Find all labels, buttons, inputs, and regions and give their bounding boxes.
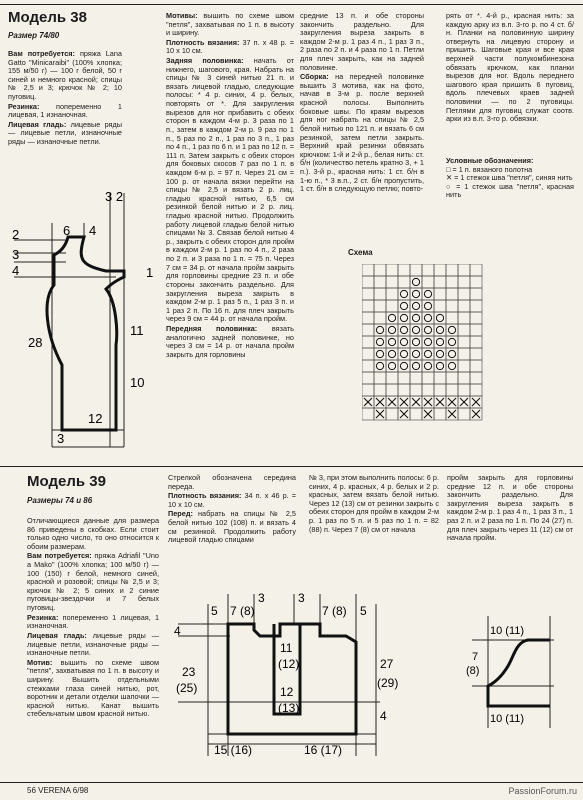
circle-stitch (400, 362, 407, 369)
grid-cell (470, 276, 482, 288)
grid-cell (374, 312, 386, 324)
grid-cell (470, 384, 482, 396)
paragraph-text: на передней половинке вышить 3 мотива, как на фото, начав в 3-м р. после верхней красной полосы. Выполнить боковые швы. По краям вырезов для ног набрать на спицы № 2,5 белой нитью по 121 п. и вязать 6 см резинкой, затем петли закрыть. Верхний край резинки обвязать крючком: 1-й и 2-й р., белая нить: ст. б/н (количество петель кратно 3, + 1 п.). 3-й р., красная нить: 1 ст. б/н в 1-ю п., * 3 в.п., 2 ст. б/н пропустить, 1 ст. б/н в следующую петлю; повто- (300, 72, 424, 194)
grid-cell (422, 300, 434, 312)
paragraph (447, 474, 573, 543)
grid-cell (446, 300, 458, 312)
circle-stitch (424, 314, 431, 321)
paragraph (8, 50, 122, 102)
dim39-12b: 12 (280, 685, 294, 699)
paragraph-label: Лицевая гладь: (27, 630, 87, 640)
grid-cell (422, 288, 434, 300)
grid-cell (470, 312, 482, 324)
grid-cell (434, 288, 446, 300)
circle-stitch (424, 302, 431, 309)
grid-cell (374, 384, 386, 396)
paragraph-text: № 3, при этом выполнить полосы: 6 р. синих, 4 р. красных, 4 р. белых и 2 р. красных, затем вязать белой нитью. Через 12 (13) см от резинки закрыть с обеих сторон для пройм в каждом 2-м р. 1 раз по 5 п. и 5 раз по 1 п. = 82 (88) п. Через 7 (8) см от начала (309, 473, 439, 534)
paragraph-text: Стрелкой обозначена середина переда. (168, 473, 296, 491)
paragraph-text: средние 13 п. и обе стороны закончить раздельно. Для закругления выреза закрыть в каждом 2-м р. 1 раз 4 п., 1 раз 3 п., 2 раза по 2 п. и 4 раза по 1 п. Петли для плеч закрыть, как на задней половинке. (300, 11, 424, 72)
grid-cell (422, 384, 434, 396)
grid-cell (398, 372, 410, 384)
model-39-column-1 (27, 517, 159, 720)
model-39-title: Модель 39 (27, 473, 106, 490)
grid-cell (470, 324, 482, 336)
sleeve-10-11-top: 10 (11) (490, 625, 525, 637)
paragraph-label: Сборка: (300, 72, 329, 82)
model-39-column-4 (447, 474, 573, 544)
circle-stitch (436, 362, 443, 369)
paragraph-text: 34 п. х 46 р. = 10 х 10 см. (168, 491, 296, 509)
grid-cell (374, 336, 386, 348)
paragraph (27, 632, 159, 658)
paragraph (300, 12, 424, 72)
paragraph-text: набрать на спицы № 2,5 белой нитью 102 (108) п. и вязать 4 см резинкой. Продолжить работу лицевой гладью спицами (168, 509, 296, 545)
grid-cell (362, 348, 374, 360)
circle-stitch (388, 326, 395, 333)
grid-cell (434, 408, 446, 420)
paragraph-label: Вам потребуется: (8, 49, 75, 58)
grid-cell (458, 384, 470, 396)
circle-stitch (412, 338, 419, 345)
paragraph-text: вязать аналогично задней половинке, но через 3 см = 14 р. от начала пройм закрыть для горловины (166, 323, 294, 359)
circle-stitch (400, 326, 407, 333)
grid-cell (458, 264, 470, 276)
paragraph-text: вышить по схеме швом "петля", захватывая по 1 п. в высоту и ширину. (166, 11, 294, 38)
grid-cell (470, 336, 482, 348)
paragraph (168, 510, 296, 544)
circle-stitch (424, 290, 431, 297)
paragraph-label: Резинка: (8, 101, 40, 111)
circle-stitch (388, 362, 395, 369)
grid-cell (362, 312, 374, 324)
grid-cell (434, 276, 446, 288)
paragraph (8, 121, 122, 147)
grid-cell (386, 384, 398, 396)
legend-item-circle: ○ = 1 стежок шва "петля", красная нить (446, 181, 574, 200)
paragraph-text: попеременно 1 лицевая, 1 изнаночная. (8, 101, 122, 120)
circle-stitch (436, 314, 443, 321)
paragraph (309, 474, 439, 534)
dim-2: 2 (12, 227, 20, 242)
circle-stitch (436, 326, 443, 333)
model-38-column-4 (446, 12, 574, 125)
grid-cell (434, 300, 446, 312)
grid-cell (398, 276, 410, 288)
dim-3-2: 3 2 (105, 189, 124, 204)
paragraph-text: вышить по схеме швом "петля", захватывая по 1 п. в высоту и ширину. Вышить отдельными стежками глаза синей нитью, рот, воротник и детали отделки шапочки — красной нитью. Канат вышить стебельчатым швом красной нитью. (27, 657, 159, 719)
model-38-column-3 (300, 12, 424, 195)
paragraph (168, 474, 296, 491)
paragraph (27, 552, 159, 612)
grid-cell (374, 300, 386, 312)
dim39-23: 23 (182, 665, 196, 679)
grid-cell (410, 312, 422, 324)
grid-cell (422, 276, 434, 288)
dim-1: 1 (146, 265, 154, 280)
paragraph-label: Резинка: (27, 612, 59, 622)
grid-cell (458, 360, 470, 372)
grid-cell (374, 372, 386, 384)
circle-stitch (400, 290, 407, 297)
grid-cell (362, 336, 374, 348)
grid-cell (470, 360, 482, 372)
grid-cell (362, 324, 374, 336)
circle-stitch (448, 338, 455, 345)
dim-4-left: 4 (12, 263, 20, 278)
grid-cell (386, 408, 398, 420)
circle-stitch (376, 338, 383, 345)
grid-cell (458, 324, 470, 336)
grid-cell (374, 360, 386, 372)
grid-cell (410, 264, 422, 276)
circle-stitch (436, 338, 443, 345)
paragraph (166, 325, 294, 359)
grid-cell (434, 312, 446, 324)
grid-cell (470, 348, 482, 360)
grid-cell (410, 384, 422, 396)
paragraph (166, 39, 294, 56)
grid-cell (362, 360, 374, 372)
grid-cell (422, 360, 434, 372)
circle-stitch (376, 350, 383, 357)
embroidery-schema-grid (362, 264, 486, 424)
paragraph (27, 659, 159, 719)
paragraph-text: начать от нижнего, шагового, края. Набрать на спицы № 3 синей нитью 21 п. и вязать лицевой гладью, следующие полосы: * 4 р. синих, 4 р. белых, повторять от *. Для закругления вырезов для ног прибавить с обеих сторон в каждом 4-м р. 3 раза по 1 п., затем в каждом 2-м р. 9 раз по 1 п., 5 раз по 2 п., 1 раз по 3 п., 1 раз по 4 п., 1 раз по 6 п. и 1 раз по 12 п. = 111 п. Затем закрыть с обеих сторон для боковых скосов 7 раз по 1 п. в каждом 6-м р. = 97 п. Через 21 см = 100 р. от начала вязки перейти на спицы № 2,5 и вязать 2 р. лиц. гладью красной нитью, 6,5 см резинкой белой нитью и 2 р. лиц. гладью красной нитью. Продолжить работу лицевой гладью белой нитью спицами № 3. Связав белой нитью 4 р., закрыть с обеих сторон для пройм в каждом 2-м р. 1 раз по 4 п., 2 раза по 2 п. и 3 раза по 1 п. = 75 п. Через 7 см = 34 р. от начала пройм закрыть для горловины средние 23 п. и обе стороны закончить раздельно. Для закругления выреза закрыть в каждом 2-м р. 1 раз 5 п., 1 раз 3 п. и 1 раз 2 п. По 16 п. для плеч закрыть через 9 см = 44 р. от начала пройм. (166, 56, 294, 324)
paragraph-text: рять от *. 4-й р., красная нить: за каждую арку из в.п. 3-го р. по 4 ст. б/н. Планки на половинную ширину отвернуть на лицевую сторону и пришить. Шаговые края и все края верхней части полукомбинезона обвязать крючком, как планки вырезов для ног. Вдоль переднего шагового края пришить 6 пуговиц, вдоль плечевых краев задней половинки — по 2 пуговицы. Петлями для пуговиц служат соотв. арки из в.п. 3-го р. обвязки. (446, 11, 574, 124)
circle-stitch (376, 326, 383, 333)
circle-stitch (412, 302, 419, 309)
grid-cell (410, 300, 422, 312)
dim39-12: (12) (278, 657, 300, 671)
grid-cell (422, 348, 434, 360)
legend-item-square: □ = 1 п. вязаного полотна (446, 164, 533, 174)
circle-stitch (400, 314, 407, 321)
grid-cell (434, 384, 446, 396)
grid-cell (398, 360, 410, 372)
dim39-7-8: 7 (8) (230, 604, 255, 618)
circle-stitch (424, 326, 431, 333)
grid-cell (398, 264, 410, 276)
circle-stitch (400, 338, 407, 345)
circle-stitch (388, 350, 395, 357)
grid-cell (434, 372, 446, 384)
grid-cell (386, 348, 398, 360)
circle-stitch (448, 326, 455, 333)
circle-stitch (412, 278, 419, 285)
grid-cell (386, 276, 398, 288)
paragraph-label: Плотность вязания: (168, 491, 242, 501)
grid-cell (410, 324, 422, 336)
grid-cell (374, 288, 386, 300)
grid-cell (446, 372, 458, 384)
grid-cell (386, 300, 398, 312)
grid-cell (362, 264, 374, 276)
grid-cell (386, 288, 398, 300)
paragraph-label: Лицевая гладь: (8, 119, 67, 129)
model-38-column-1 (8, 50, 122, 148)
dim39-5: 5 (211, 604, 218, 618)
circle-stitch (412, 314, 419, 321)
dim39-27: 27 (380, 657, 394, 671)
grid-cell (434, 348, 446, 360)
circle-stitch (400, 350, 407, 357)
grid-cell (470, 288, 482, 300)
divider-rule (0, 466, 583, 467)
top-rule (0, 4, 583, 5)
circle-stitch (424, 338, 431, 345)
dim39-25: (25) (176, 681, 198, 695)
model-38-title: Модель 38 (8, 9, 87, 26)
grid-cell (410, 372, 422, 384)
sleeve-7: 7 (472, 651, 479, 663)
dim-3-bottom: 3 (57, 431, 65, 446)
legend-title: Условные обозначения: (446, 156, 534, 165)
paragraph-text: 37 п. х 48 р. = 10 х 10 см. (166, 37, 294, 56)
paragraph-label: Плотность вязания: (166, 37, 240, 47)
paragraph (300, 73, 424, 194)
circle-stitch (436, 350, 443, 357)
grid-cell (470, 264, 482, 276)
grid-cell (374, 276, 386, 288)
grid-cell (446, 324, 458, 336)
page-footer-watermark: PassionForum.ru (508, 786, 577, 796)
circle-stitch (424, 362, 431, 369)
grid-cell (362, 276, 374, 288)
grid-cell (446, 276, 458, 288)
dim39-5b: 5 (360, 604, 367, 618)
grid-cell (362, 300, 374, 312)
paragraph-text: попеременно 1 лицевая, 1 изнаночная. (27, 612, 159, 631)
grid-cell (410, 408, 422, 420)
paragraph-label: Мотив: (27, 657, 53, 667)
grid-cell (434, 360, 446, 372)
dim39-29: (29) (377, 676, 399, 690)
grid-cell (386, 336, 398, 348)
circle-stitch (412, 290, 419, 297)
grid-cell (422, 312, 434, 324)
grid-cell (362, 384, 374, 396)
paragraph-text: пряжа Lana Gatto "Minicaraibi" (100% хлопка; 155 м/50 г) — 100 г белой, 50 г синей и немного красной; спицы № 2,5 и 3; крючок № 2; 10 пуговиц. (8, 49, 122, 102)
circle-stitch (412, 326, 419, 333)
grid-cell (446, 360, 458, 372)
paragraph (27, 517, 159, 551)
sleeve-10-11-bottom: 10 (11) (490, 713, 525, 725)
grid-cell (386, 324, 398, 336)
grid-cell (422, 264, 434, 276)
grid-cell (446, 384, 458, 396)
grid-cell (362, 408, 374, 420)
model-38-column-2 (166, 12, 294, 360)
grid-cell (398, 348, 410, 360)
grid-cell (434, 264, 446, 276)
page-footer-left: 56 VERENA 6/98 (27, 786, 89, 795)
paragraph-label: Мотивы: (166, 11, 198, 20)
grid-cell (422, 372, 434, 384)
dim39-13: (13) (278, 701, 300, 715)
dim39-16-17: 16 (17) (304, 743, 343, 757)
model-38-size: Размер 74/80 (8, 31, 60, 40)
grid-cell (470, 300, 482, 312)
grid-cell (422, 336, 434, 348)
dim-3-left: 3 (12, 247, 20, 262)
paragraph (166, 57, 294, 324)
model-39-pattern-diagram (170, 584, 420, 766)
dim-4-top: 4 (89, 223, 97, 238)
grid-cell (458, 372, 470, 384)
dim-11: 11 (130, 323, 144, 338)
circle-stitch (376, 362, 383, 369)
dim-12: 12 (88, 411, 103, 426)
paragraph (27, 614, 159, 631)
paragraph-text: пряжа Adriafil "Uno a Mako" (100% хлопка; 100 м/50 г) — 100 (150) г белой, немного синей, красной и розовой; спицы № 2,5 и 3; крючок № 2; 5 синих и 2 синие пуговицы-звездочки и 7 белых пуговиц. (27, 551, 159, 613)
paragraph-text: лицевые ряды — лицевые петли, изнаночные ряды — изнаночные петли. (27, 630, 160, 658)
grid-cell (398, 300, 410, 312)
dim-6: 6 (63, 223, 71, 238)
dim39-7-8b: 7 (8) (322, 604, 347, 618)
circle-stitch (412, 350, 419, 357)
grid-cell (374, 348, 386, 360)
paragraph-text: пройм закрыть для горловины средние 12 п. и обе стороны закончить раздельно. Для закругления выреза закрыть в каждом 2-м р. 1 раз 4 п., 1 раз 3 п., 1 раз 2 п. и 2 раза по 1 п. По 24 (27) п. для плеч закрыть через 11 (12) см от начала пройм. (447, 473, 573, 543)
dim-28: 28 (28, 335, 43, 350)
legend (446, 157, 574, 200)
circle-stitch (400, 302, 407, 309)
bottom-rule (0, 782, 583, 783)
grid-cell (410, 348, 422, 360)
grid-cell (386, 264, 398, 276)
grid-cell (410, 360, 422, 372)
grid-cell (446, 348, 458, 360)
dim39-3b: 3 (298, 591, 305, 605)
grid-cell (362, 372, 374, 384)
model-38-pattern-diagram (6, 185, 160, 455)
grid-cell (398, 324, 410, 336)
grid-cell (410, 336, 422, 348)
grid-cell (434, 336, 446, 348)
paragraph-label: Вам потребуется: (27, 551, 92, 561)
grid-cell (446, 288, 458, 300)
model-39-column-3 (309, 474, 439, 535)
grid-cell (458, 300, 470, 312)
paragraph (8, 103, 122, 120)
dim-10: 10 (130, 375, 145, 390)
grid-cell (458, 276, 470, 288)
grid-cell (398, 312, 410, 324)
circle-stitch (424, 350, 431, 357)
grid-cell (374, 324, 386, 336)
paragraph (168, 492, 296, 509)
circle-stitch (448, 350, 455, 357)
grid-cell (458, 348, 470, 360)
paragraph-text: лицевые ряды — лицевые петли, изнаночные ряды — изнаночные петли. (8, 119, 123, 147)
grid-cell (458, 408, 470, 420)
paragraph (446, 12, 574, 124)
grid-cell (398, 384, 410, 396)
dim39-4: 4 (174, 624, 181, 638)
grid-cell (386, 360, 398, 372)
paragraph-label: Задняя половинка: (166, 56, 244, 66)
grid-cell (398, 288, 410, 300)
grid-cell (362, 288, 374, 300)
grid-cell (410, 276, 422, 288)
grid-cell (422, 324, 434, 336)
dim39-11: 11 (280, 641, 293, 655)
paragraph-text: Отличающиеся данные для размера 86 приведены в скобках. Если стоит только одно число, то оно относится к обоим размерам. (27, 516, 159, 551)
paragraph (166, 12, 294, 38)
dim39-4-right: 4 (380, 709, 387, 723)
circle-stitch (388, 338, 395, 345)
model-39-size: Размеры 74 и 86 (27, 496, 93, 505)
grid-cell (458, 312, 470, 324)
grid-cell (470, 372, 482, 384)
grid-cell (446, 312, 458, 324)
grid-cell (386, 312, 398, 324)
grid-cell (458, 288, 470, 300)
grid-cell (386, 372, 398, 384)
circle-stitch (388, 314, 395, 321)
dim39-3a: 3 (258, 591, 265, 605)
model-39-sleeve-diagram (464, 612, 572, 732)
circle-stitch (448, 362, 455, 369)
grid-cell (398, 336, 410, 348)
model-39-column-2 (168, 474, 296, 546)
grid-cell (458, 336, 470, 348)
sleeve-8: (8) (466, 665, 480, 677)
circle-stitch (412, 362, 419, 369)
paragraph-label: Передняя половинка: (166, 323, 258, 333)
grid-cell (446, 264, 458, 276)
schema-title: Схема (348, 248, 373, 257)
legend-item-cross: ✕ = 1 стежок шва "петля", синяя нить (446, 173, 573, 183)
grid-cell (434, 324, 446, 336)
paragraph-label: Перед: (168, 509, 193, 519)
grid-cell (374, 264, 386, 276)
grid-cell (446, 336, 458, 348)
grid-cell (410, 288, 422, 300)
dim39-15-16: 15 (16) (214, 743, 253, 757)
